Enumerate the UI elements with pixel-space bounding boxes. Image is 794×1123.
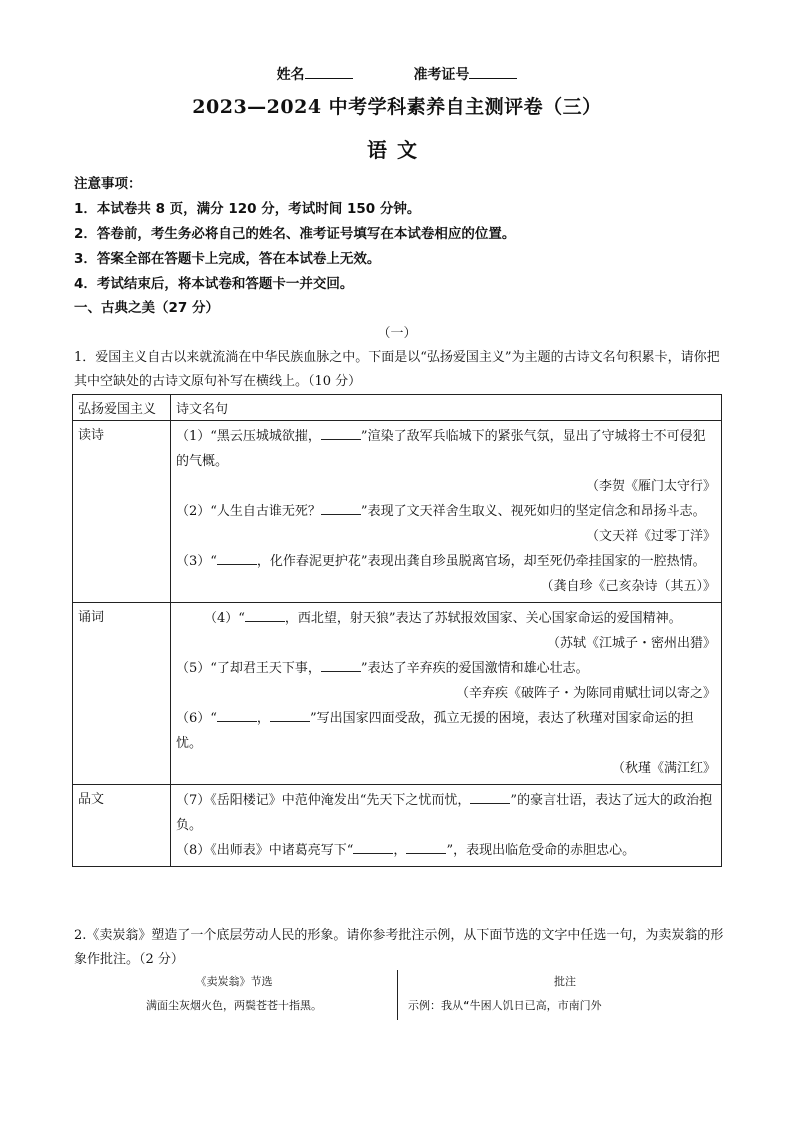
- notice-item: 4．考试结束后，将本试卷和答题卡一并交回。: [74, 276, 354, 292]
- annotation-layout: [74, 970, 724, 1022]
- quote-item: [176, 838, 716, 863]
- quote-text: （8）《出师表》中诸葛亮写下“: [176, 843, 354, 858]
- exam-id-blank: [469, 66, 517, 79]
- quote-text: ”表现了文天祥舍生取义、视死如归的坚定信念和昂扬斗志。: [360, 504, 706, 519]
- table-row: [73, 421, 722, 603]
- column-divider: [397, 970, 398, 1020]
- quote-text: ，化作春泥更护花”表现出龚自珍虽脱离官场，却至死仍牵挂国家的一腔热情。: [256, 554, 706, 569]
- quote-source: （辛弃疾《破阵子・为陈同甫赋壮词以寄之》: [455, 686, 716, 701]
- name-blank: [305, 66, 353, 79]
- quote-text: （1）“黑云压城城欲摧，: [176, 429, 321, 444]
- quote-text: ”写出国家四面受敌，孤立无援的困境，表达了秋瑾对国家命运的担忧。: [176, 711, 694, 751]
- annotation-heading: 批注: [554, 975, 576, 988]
- annotation-example: 示例：我从“牛困人饥日已高，市南门外: [408, 999, 602, 1012]
- excerpt-text: 满面尘灰烟火色，两鬓苍苍十指黑。: [146, 999, 322, 1012]
- answer-blank[interactable]: [217, 709, 257, 722]
- answer-blank[interactable]: [406, 841, 446, 854]
- poem-table: [72, 394, 722, 867]
- quote-text: ”表达了辛弃疾的爱国激情和雄心壮志。: [360, 661, 589, 676]
- answer-blank[interactable]: [321, 502, 361, 515]
- quote-source: （文天祥《过零丁洋》: [585, 529, 716, 544]
- exam-id-field: [413, 64, 517, 84]
- category-cell: 品文: [73, 785, 171, 867]
- section-title: 一、古典之美（27 分）: [74, 300, 219, 316]
- quote-item: [176, 499, 716, 524]
- subject-title: 语文: [367, 138, 427, 162]
- question-1-prompt: 1．爱国主义自古以来就流淌在中华民族血脉之中。下面是以“弘扬爱国主义”为主题的古诗文名句积累卡，请你把其中空缺处的古诗文原句补写在横线上。（10 分）: [74, 350, 720, 389]
- quote-text: （2）“人生自古谁无死？: [176, 504, 321, 519]
- answer-blank[interactable]: [470, 791, 510, 804]
- quote-item: [176, 706, 716, 756]
- exam-title: 2023—2024 中考学科素养自主测评卷（三）: [192, 96, 602, 118]
- answer-blank[interactable]: [353, 841, 393, 854]
- quote-text: ”渲染了敌军兵临城下的紧张气氛，显出了守城将士不可侵犯的气概。: [176, 429, 706, 469]
- notice-item: 2．答卷前，考生务必将自己的姓名、准考证号填写在本试卷相应的位置。: [74, 226, 516, 242]
- table-header-category: 弘扬爱国主义: [73, 395, 171, 421]
- excerpt-heading: 《卖炭翁》节选: [195, 975, 273, 988]
- quote-text: ，西北望，射天狼”表达了苏轼报效国家、关心国家命运的爱国精神。: [284, 611, 682, 626]
- notice-heading: 注意事项：: [74, 176, 142, 192]
- quote-item: [176, 656, 716, 681]
- table-row: [73, 785, 722, 867]
- notice-item: 1．本试卷共 8 页，满分 120 分，考试时间 150 分钟。: [74, 201, 421, 217]
- answer-blank[interactable]: [270, 709, 310, 722]
- answer-blank[interactable]: [321, 659, 361, 672]
- category-cell: 读诗: [73, 421, 171, 603]
- quotes-cell: [171, 785, 722, 867]
- answer-blank[interactable]: [321, 427, 361, 440]
- quote-item: [176, 549, 716, 574]
- table-header-row: [73, 395, 722, 421]
- quote-text: ，: [393, 843, 407, 858]
- part-label: （一）: [377, 326, 417, 341]
- name-field: [277, 64, 353, 84]
- quote-source: （苏轼《江城子・密州出猎》: [546, 636, 716, 651]
- quote-text: ”，表现出临危受命的赤胆忠心。: [446, 843, 636, 858]
- table-header-quotes: 诗文名句: [171, 395, 722, 421]
- quote-item: [176, 424, 716, 474]
- quote-source: （李贺《雁门太守行》: [585, 479, 716, 494]
- quote-item: [176, 788, 716, 838]
- question-2-prompt: 2.《卖炭翁》塑造了一个底层劳动人民的形象。请你参考批注示例，从下面节选的文字中任选一句，为卖炭翁的形象作批注。（2 分）: [74, 928, 724, 967]
- quote-text: （4）“: [204, 611, 245, 626]
- quote-text: （5）“了却君王天下事，: [176, 661, 321, 676]
- answer-blank[interactable]: [245, 609, 285, 622]
- quotes-cell: [171, 421, 722, 603]
- notice-block: [74, 172, 734, 297]
- quote-source: （龚自珍《己亥杂诗（其五）》: [540, 579, 716, 594]
- quote-source: （秋瑾《满江红》: [611, 761, 716, 776]
- quote-text: （7）《岳阳楼记》中范仲淹发出“先天下之忧而忧，: [176, 793, 471, 808]
- notice-item: 3．答案全部在答题卡上完成，答在本试卷上无效。: [74, 251, 381, 267]
- name-label: 姓名: [276, 67, 305, 83]
- quote-text: （3）“: [176, 554, 217, 569]
- quotes-cell: [171, 603, 722, 785]
- quote-text: （6）“: [176, 711, 217, 726]
- category-cell: 诵词: [73, 603, 171, 785]
- candidate-info: [0, 64, 794, 84]
- table-row: [73, 603, 722, 785]
- quote-text: ”的豪言壮语，表达了远大的政治抱负。: [176, 793, 713, 833]
- excerpt-column: [74, 970, 394, 1018]
- quote-item: [176, 606, 716, 631]
- answer-blank[interactable]: [217, 552, 257, 565]
- quote-text: ，: [256, 711, 270, 726]
- annotation-column: [406, 970, 724, 1018]
- exam-id-label: 准考证号: [413, 67, 470, 83]
